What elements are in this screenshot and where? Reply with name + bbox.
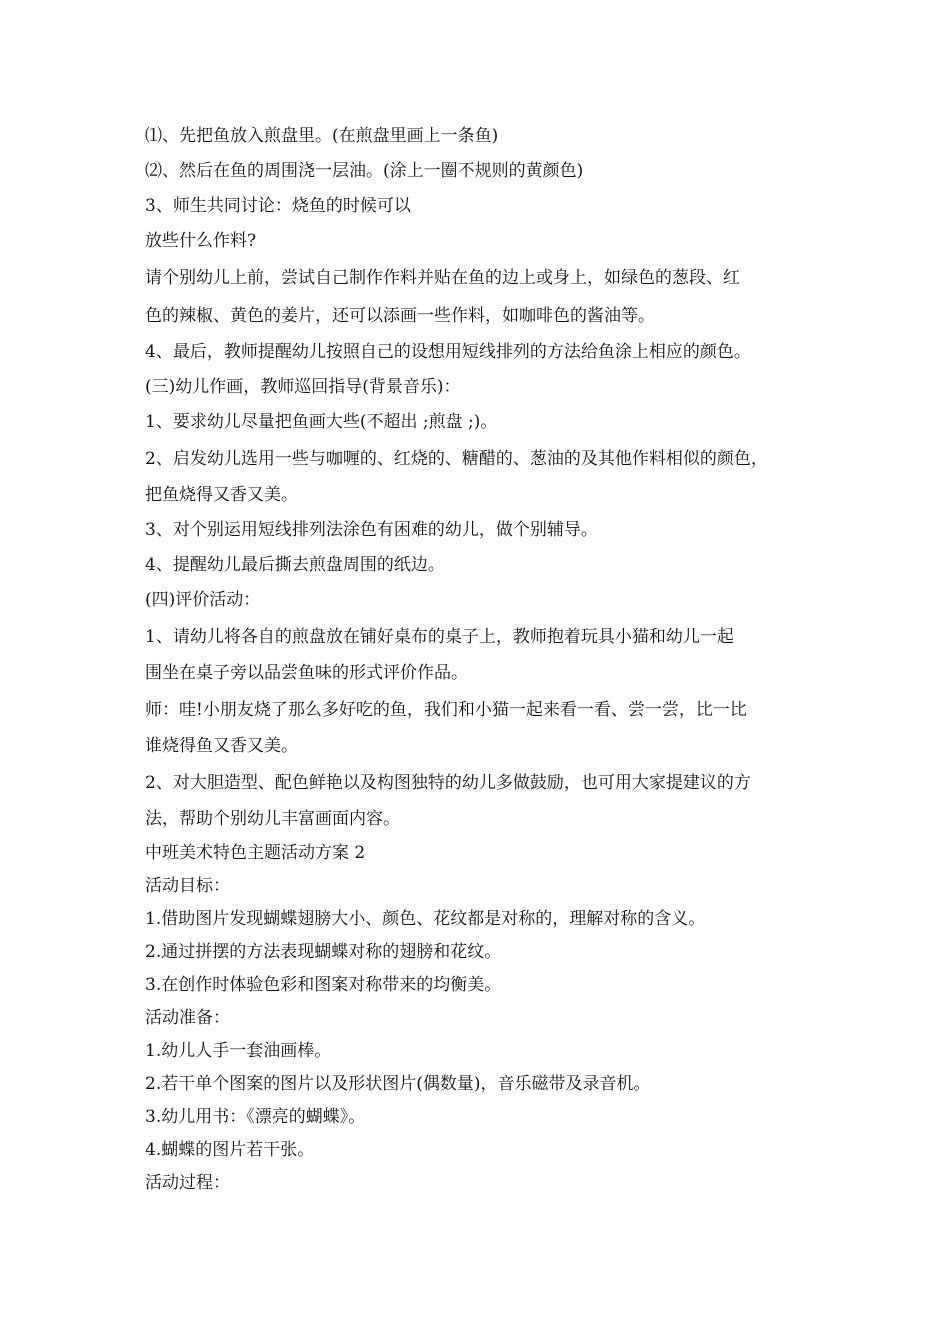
text-line: 3、对个别运用短线排列法涂色有困难的幼儿，做个别辅导。 <box>145 520 598 540</box>
text-line: 2、启发幼儿选用一些与咖喱的、红烧的、糖醋的、葱油的及其他作料相似的颜色， <box>145 449 768 469</box>
text-line: 师：哇!小朋友烧了那么多好吃的鱼，我们和小猫一起来看一看、尝一尝，比一比 <box>145 700 747 720</box>
section-heading: (三)幼儿作画，教师巡回指导(背景音乐)： <box>145 377 461 397</box>
text-line: 谁烧得鱼又香又美。 <box>145 736 298 756</box>
text-line: 围坐在桌子旁以品尝鱼味的形式评价作品。 <box>145 663 468 683</box>
text-line: 请个别幼儿上前，尝试自己制作作料并贴在鱼的边上或身上，如绿色的葱段、红 <box>145 268 740 288</box>
text-line: 2、对大胆造型、配色鲜艳以及构图独特的幼儿多做鼓励，也可用大家提建议的方 <box>145 773 751 793</box>
section-heading: 活动准备： <box>145 1008 230 1028</box>
text-line: ⑴、先把鱼放入煎盘里。(在煎盘里画上一条鱼) <box>145 126 499 146</box>
text-line: ⑵、然后在鱼的周围浇一层油。(涂上一圈不规则的黄颜色) <box>145 161 584 181</box>
text-line: 2.通过拼摆的方法表现蝴蝶对称的翅膀和花纹。 <box>145 942 502 962</box>
text-line: 1、请幼儿将各自的煎盘放在铺好桌布的桌子上，教师抱着玩具小猫和幼儿一起 <box>145 627 734 647</box>
text-line: 把鱼烧得又香又美。 <box>145 485 298 505</box>
text-line: 2.若干单个图案的图片以及形状图片(偶数量)，音乐磁带及录音机。 <box>145 1074 651 1094</box>
text-line: 1、要求幼儿尽量把鱼画大些(不超出 ;煎盘 ;)。 <box>145 412 498 432</box>
text-line: 色的辣椒、黄色的姜片，还可以添画一些作料，如咖啡色的酱油等。 <box>145 306 655 326</box>
text-line: 法，帮助个别幼儿丰富画面内容。 <box>145 809 400 829</box>
text-line: 放些什么作料? <box>145 231 257 251</box>
text-line: 3、师生共同讨论：烧鱼的时候可以 <box>145 196 411 216</box>
section-heading: 活动过程： <box>145 1173 230 1193</box>
text-line: 4.蝴蝶的图片若干张。 <box>145 1140 315 1160</box>
section-heading: (四)评价活动： <box>145 590 261 610</box>
section-heading: 活动目标： <box>145 876 230 896</box>
text-line: 1.借助图片发现蝴蝶翅膀大小、颜色、花纹都是对称的，理解对称的含义。 <box>145 909 706 929</box>
text-line: 4、提醒幼儿最后撕去煎盘周围的纸边。 <box>145 555 445 575</box>
document-body <box>145 119 810 1200</box>
text-line: 3.幼儿用书：《漂亮的蝴蝶》。 <box>145 1107 366 1127</box>
text-line: 1.幼儿人手一套油画棒。 <box>145 1041 332 1061</box>
text-line: 3.在创作时体验色彩和图案对称带来的均衡美。 <box>145 975 502 995</box>
document-title: 中班美术特色主题活动方案 2 <box>145 843 366 863</box>
text-line: 4、最后，教师提醒幼儿按照自己的设想用短线排列的方法给鱼涂上相应的颜色。 <box>145 342 751 362</box>
